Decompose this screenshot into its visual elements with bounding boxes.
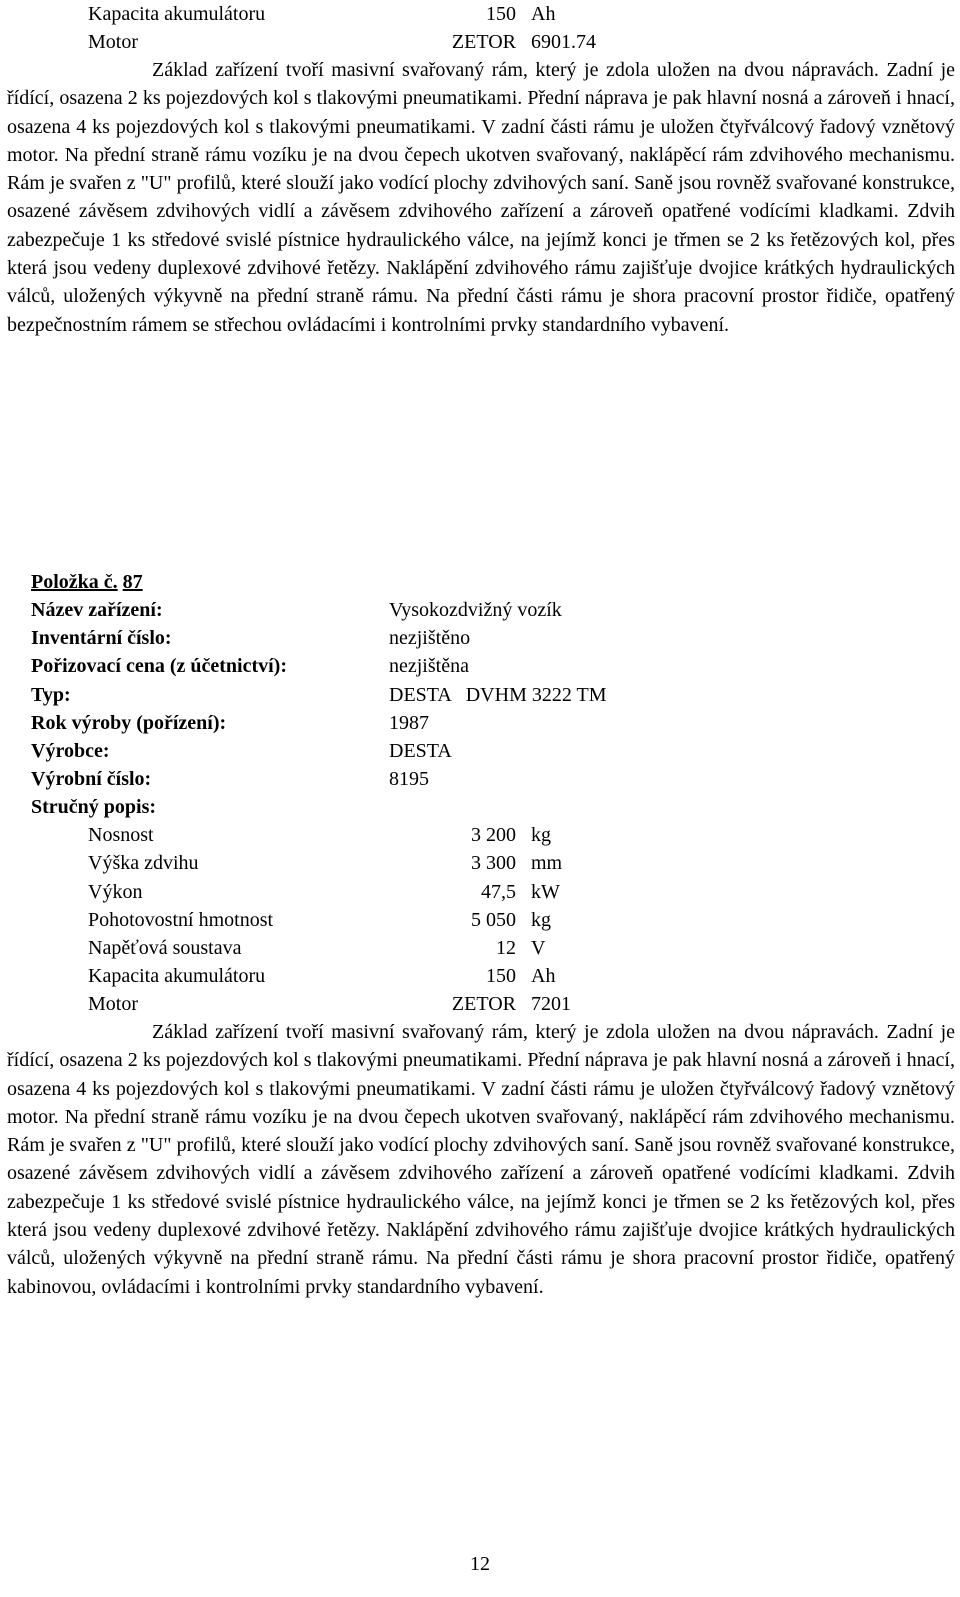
spec-label: Kapacita akumulátoru [88,3,266,25]
spec-unit: 7201 [531,993,571,1015]
page-number: 12 [470,1553,490,1575]
field-label-type: Typ: [31,684,71,706]
field-label-price: Pořizovací cena (z účetnictví): [31,655,288,677]
spec-row [88,849,608,877]
paragraph-text: Základ zařízení tvoří masivní svařovaný rám, který je zdola uložen na dvou nápravách. Zadní je řídící, osazena 2 ks pojezdových kol s tlakovými pneumatikami. Přední náprava je pak hlavní nosná a zároveň i hnací, osazena 4 ks pojezdových kol s tlakovými pneumatikami. V zadní části rámu je uložen čtyřválcový řadový vznětový motor. Na přední straně rámu vozíku je na dvou čepech ukotven svařovaný, naklápěcí rám zdvihového mechanismu. Rám je svařen z "U" profilů, které slouží jako vodící plochy zdvihových saní. Saně jsou rovněž svařované konstrukce, osazené závěsem zdvihových vidlí a závěsem zdvihového zařízení a zároveň opatřené vodícími kladkami. Zdvih zabezpečuje 1 ks středové svislé pístnice hydraulického válce, na jejímž konci je třmen se 2 ks řetězových kol, přes která jsou vedeny duplexové zdvihové řetězy. Naklápění zdvihového rámu zajišťuje dvojice krátkých hydraulických válců, uložených výkyvně na přední straně rámu. Na přední části rámu je shora pracovní prostor řidiče, opatřený bezpečnostním rámem se střechou ovládacími i kontrolními prvky standardního vybavení. [7,59,955,336]
field-label-name: Název zařízení: [31,599,163,621]
spec-value: 3 300 [471,852,516,874]
spec-label: Motor [88,31,138,53]
field-label-manufacturer: Výrobce: [31,740,110,762]
description-heading: Stručný popis: [31,796,157,818]
spec-label: Výkon [88,881,143,903]
spec-row [88,990,608,1018]
field-value-type: DESTA DVHM 3222 TM [389,684,607,706]
spec-row [88,0,608,28]
spec-row [88,821,608,849]
spec-unit: kW [531,881,560,903]
item-heading [31,568,143,596]
field-value-year: 1987 [389,712,429,734]
spec-label: Napěťová soustava [88,937,242,959]
spec-unit: kg [531,909,551,931]
field-label-inventory: Inventární číslo: [31,627,172,649]
spec-value: ZETOR [451,31,516,53]
spec-value: 12 [496,937,516,959]
spec-row [88,934,608,962]
paragraph-text: Základ zařízení tvoří masivní svařovaný rám, který je zdola uložen na dvou nápravách. Zadní je řídící, osazena 2 ks pojezdových kol s tlakovými pneumatikami. Přední náprava je pak hlavní nosná a zároveň i hnací, osazena 4 ks pojezdových kol s tlakovými pneumatikami. V zadní části rámu je uložen čtyřválcový řadový vznětový motor. Na přední straně rámu vozíku je na dvou čepech ukotven svařovaný, naklápěcí rám zdvihového mechanismu. Rám je svařen z "U" profilů, které slouží jako vodící plochy zdvihových saní. Saně jsou rovněž svařované konstrukce, osazené závěsem zdvihových vidlí a závěsem zdvihového zařízení a zároveň opatřené vodícími kladkami. Zdvih zabezpečuje 1 ks středové svislé pístnice hydraulického válce, na jejímž konci je třmen se 2 ks řetězových kol, přes která jsou vedeny duplexové zdvihové řetězy. Naklápění zdvihového rámu zajišťuje dvojice krátkých hydraulických válců, uložených výkyvně na přední straně rámu. Na přední části rámu je shora pracovní prostor řidiče, opatřený kabinovou, ovládacími i kontrolními prvky standardního vybavení. [7,1021,955,1298]
spec-unit: 6901.74 [531,31,596,53]
spec-row [88,906,608,934]
description-paragraph [7,56,955,339]
spec-unit: V [531,937,546,959]
field-value-name: Vysokozdvižný vozík [389,599,562,621]
field-value-price: nezjištěna [389,655,469,677]
spec-label: Kapacita akumulátoru [88,965,266,987]
field-value-serial: 8195 [389,768,429,790]
field-label-serial: Výrobní číslo: [31,768,152,790]
spec-row [88,878,608,906]
spec-label: Pohotovostní hmotnost [88,909,274,931]
spec-row [88,962,608,990]
spec-unit: kg [531,824,551,846]
spec-value: 150 [486,3,516,25]
item-heading-number: 87 [122,571,143,593]
spec-unit: Ah [531,965,556,987]
description-paragraph [7,1018,955,1301]
spec-unit: mm [531,852,563,874]
spec-value: ZETOR [451,993,516,1015]
spec-value: 5 050 [471,909,516,931]
spec-label: Motor [88,993,138,1015]
spec-value: 47,5 [481,881,516,903]
item-heading-label: Položka č. [31,571,118,593]
spec-label: Nosnost [88,824,154,846]
field-label-year: Rok výroby (pořízení): [31,712,227,734]
spec-unit: Ah [531,3,556,25]
field-value-inventory: nezjištěno [389,627,471,649]
spec-row [88,28,608,56]
spec-value: 150 [486,965,516,987]
spec-label: Výška zdvihu [88,852,199,874]
field-value-manufacturer: DESTA [389,740,452,762]
spec-value: 3 200 [471,824,516,846]
